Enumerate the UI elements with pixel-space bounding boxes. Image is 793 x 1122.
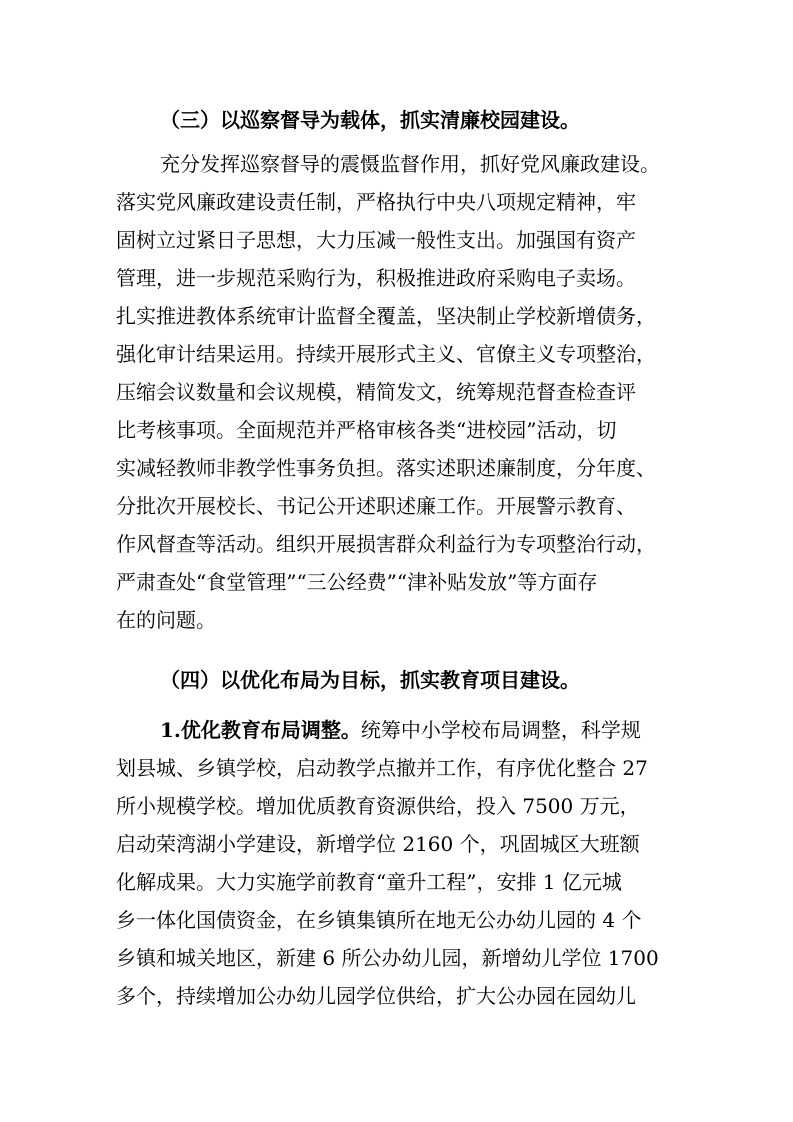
section-4-line: 启动荣湾湖小学建设，新增学位 2160 个，巩固城区大班额 — [116, 832, 640, 856]
subsection-text: 统筹中小学校布局调整，科学规 — [360, 718, 641, 742]
section-4-first-line — [160, 718, 678, 742]
section-3-line: 落实党风廉政建设责任制，严格执行中央八项规定精神，牢 — [116, 190, 636, 214]
section-3-line: 充分发挥巡察督导的震慑监督作用，抓好党风廉政建设。 — [160, 152, 660, 176]
section-3-line: 分批次开展校长、书记公开述职述廉工作。开展警示教育、 — [116, 494, 636, 518]
subsection-title: 1.优化教育布局调整。 — [160, 718, 361, 742]
section-4-line: 多个，持续增加公办幼儿园学位供给，扩大公办园在园幼儿 — [116, 984, 636, 1008]
section-4-line: 化解成果。大力实施学前教育“童升工程”，安排 1 亿元城 — [116, 870, 622, 894]
section-4-line: 乡镇和城关地区，新建 6 所公办幼儿园，新增幼儿学位 1700 — [116, 946, 659, 970]
section-4-heading: （四）以优化布局为目标，抓实教育项目建设。 — [160, 668, 580, 692]
section-3-line: 强化审计结果运用。持续开展形式主义、官僚主义专项整治， — [116, 342, 656, 366]
section-3-line: 压缩会议数量和会议规模，精简发文，统筹规范督查检查评 — [116, 380, 636, 404]
section-3-line: 实减轻教师非教学性事务负担。落实述职述廉制度，分年度、 — [116, 456, 656, 480]
section-3-line: 在的问题。 — [116, 608, 216, 632]
section-4-line: 所小规模学校。增加优质教育资源供给，投入 7500 万元， — [116, 794, 640, 818]
section-3-line: 固树立过紧日子思想，大力压减一般性支出。加强国有资产 — [116, 228, 636, 252]
section-4-line: 乡一体化国债资金，在乡镇集镇所在地无公办幼儿园的 4 个 — [116, 908, 642, 932]
section-3-heading: （三）以巡察督导为载体，抓实清廉校园建设。 — [160, 108, 580, 132]
section-4-line: 划县城、乡镇学校，启动教学点撤并工作，有序优化整合 27 — [116, 756, 648, 780]
section-3-line: 严肃查处“食堂管理”“三公经费”“津补贴发放”等方面存 — [116, 570, 598, 594]
section-3-line: 作风督查等活动。组织开展损害群众利益行为专项整治行动， — [116, 532, 656, 556]
section-3-line: 扎实推进教体系统审计监督全覆盖，坚决制止学校新增债务， — [116, 304, 656, 328]
section-3-line: 管理，进一步规范采购行为，积极推进政府采购电子卖场。 — [116, 266, 636, 290]
section-3-line: 比考核事项。全面规范并严格审核各类“进校园”活动，切 — [116, 418, 617, 442]
